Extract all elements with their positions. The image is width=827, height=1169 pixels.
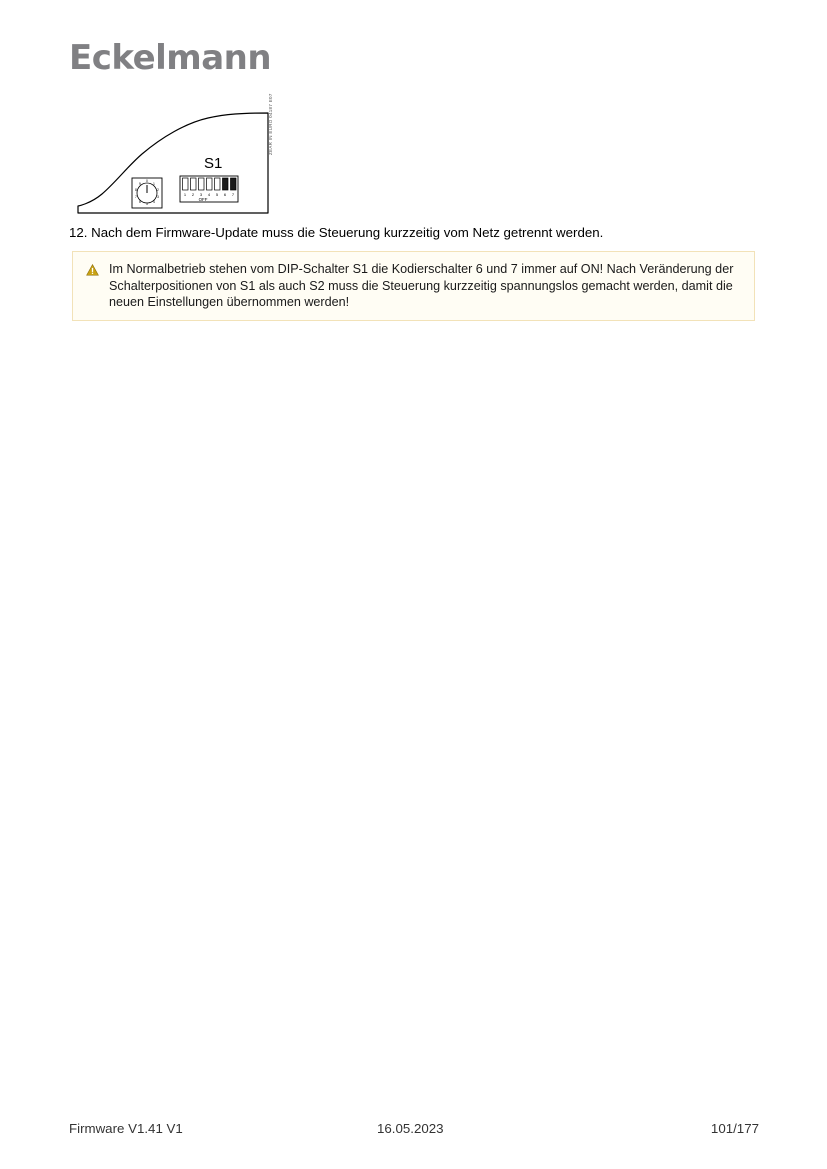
svg-text:4: 4	[153, 200, 155, 204]
svg-text:5: 5	[215, 192, 219, 197]
dip-switch-icon	[180, 176, 238, 202]
footer-document-version: Firmware V1.41 V1	[69, 1121, 183, 1136]
footer-page-number: 101/177	[710, 1121, 759, 1136]
svg-text:OFF: OFF	[198, 197, 208, 202]
svg-text:7: 7	[135, 195, 137, 199]
step-paragraph: 12. Nach dem Firmware-Update muss die Steuerung kurzzeitig vom Netz getrennt werden.	[69, 225, 604, 240]
switch-label-s1: S1	[204, 155, 223, 172]
svg-text:6: 6	[139, 200, 141, 204]
svg-text:3: 3	[199, 192, 203, 197]
warning-note-text: Im Normalbetrieb stehen vom DIP-Schalter S1 die Kodierschalter 6 und 7 immer auf ON! Nach Veränderung der Schalterpositionen von S1 als auch S2 muss die Steuerung kurzzeitig spannungslos gemacht werden, damit die neuen Einstellungen übernommen werden!	[109, 262, 734, 309]
svg-text:4: 4	[207, 192, 211, 197]
svg-text:2: 2	[191, 192, 195, 197]
svg-text:5: 5	[146, 202, 148, 206]
svg-text:7: 7	[231, 192, 235, 197]
controller-figure	[76, 110, 286, 215]
svg-text:6: 6	[223, 192, 227, 197]
company-logo: Eckelmann	[69, 38, 272, 78]
svg-text:9: 9	[139, 182, 141, 186]
figure-side-caption: ZEAR IN EURO 04187 E07	[268, 93, 273, 155]
svg-text:0: 0	[146, 179, 148, 183]
warning-triangle-icon	[86, 264, 99, 276]
footer-date: 16.05.2023	[377, 1121, 444, 1136]
controller-outline-icon	[76, 110, 286, 215]
svg-text:2: 2	[157, 188, 159, 192]
warning-note-box	[72, 251, 755, 321]
svg-text:3: 3	[157, 195, 159, 199]
rotary-switch-icon	[132, 178, 162, 208]
svg-text:8: 8	[135, 188, 137, 192]
svg-text:1: 1	[183, 192, 187, 197]
svg-text:1: 1	[153, 182, 155, 186]
